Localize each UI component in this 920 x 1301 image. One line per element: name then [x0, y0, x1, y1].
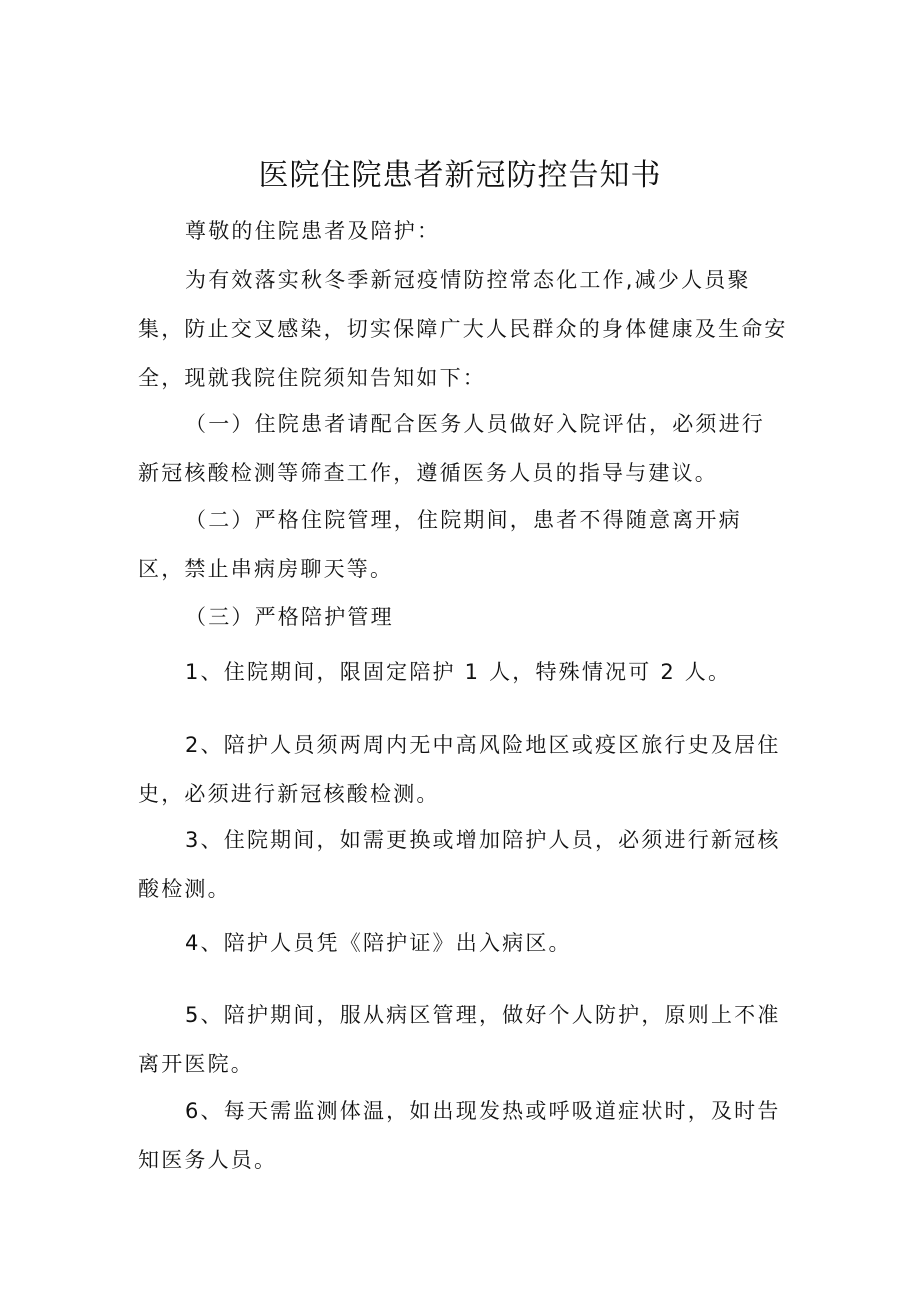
- list-item-5: 5、陪护期间，服从病区管理，做好个人防护，原则上不准离开医院。: [138, 1003, 781, 1076]
- list-item-3: 3、住院期间，如需更换或增加陪护人员，必须进行新冠核酸检测。: [138, 828, 781, 901]
- section-2: （二）严格住院管理，住院期间，患者不得随意离开病区，禁止串病房聊天等。: [138, 508, 742, 581]
- intro-paragraph: 为有效落实秋冬季新冠疫情防控常态化工作,减少人员聚集，防止交叉感染，切实保障广大人民群众的身体健康及生命安全，现就我院住院须知告知如下：: [138, 268, 788, 390]
- list-item-4: 4、陪护人员凭《陪护证》出入病区。: [185, 931, 572, 955]
- document-title: 医院住院患者新冠防控告知书: [258, 158, 662, 194]
- list-item-6: 6、每天需监测体温，如出现发热或呼吸道症状时，及时告知医务人员。: [138, 1099, 781, 1172]
- section-3-heading: （三）严格陪护管理: [185, 605, 394, 629]
- list-item-1: 1、住院期间，限固定陪护 1 人，特殊情况可 2 人。: [185, 660, 732, 684]
- salutation: 尊敬的住院患者及陪护：: [185, 219, 441, 243]
- section-1: （一）住院患者请配合医务人员做好入院评估，必须进行新冠核酸检测等筛查工作，遵循医务人员的指导与建议。: [138, 412, 765, 485]
- list-item-2: 2、陪护人员须两周内无中高风险地区或疫区旅行史及居住史，必须进行新冠核酸检测。: [138, 733, 781, 806]
